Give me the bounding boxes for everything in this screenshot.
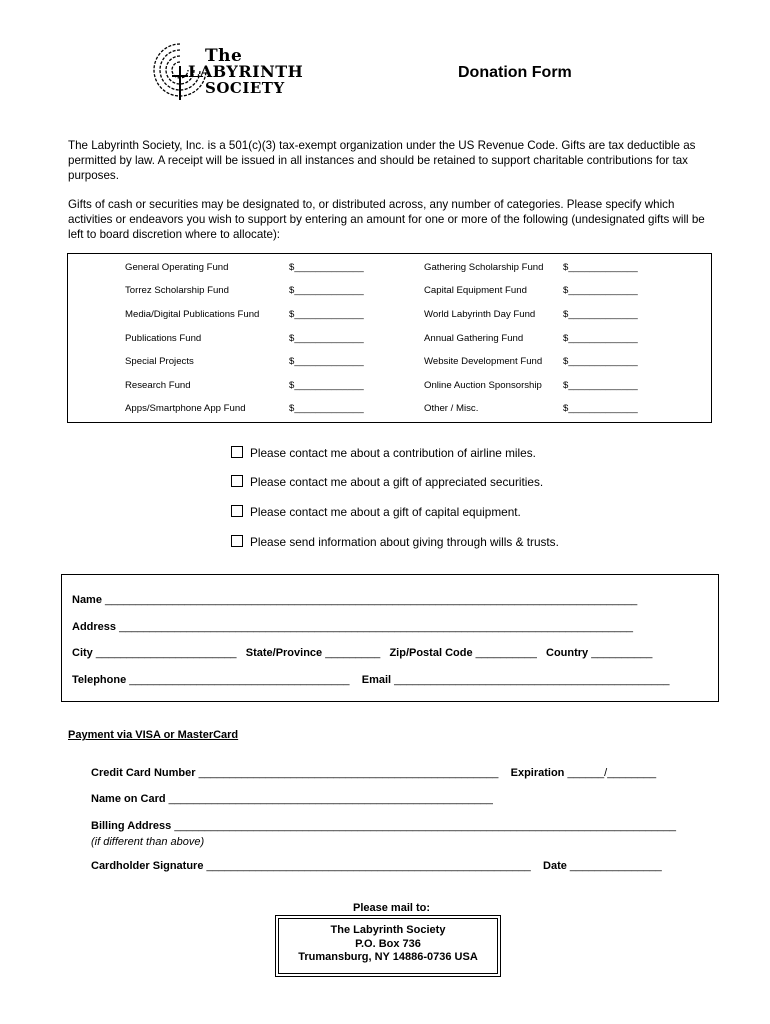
billing-address-line	[91, 820, 676, 832]
name-on-card-field[interactable]: _____________________________________________________	[168, 793, 493, 805]
expiration-field[interactable]: ______/________	[567, 767, 657, 779]
name-line	[72, 594, 637, 606]
name-on-card-line	[91, 793, 493, 805]
email-label: Email	[361, 674, 392, 686]
fund-label: Research Fund	[125, 380, 191, 391]
fund-label: Media/Digital Publications Fund	[125, 309, 260, 320]
fund-row	[68, 356, 711, 370]
signature-label: Cardholder Signature	[91, 860, 204, 872]
city-field[interactable]: _______________________	[95, 647, 237, 659]
address-field[interactable]: ____________________________________________________________________________________	[119, 621, 633, 633]
intro-paragraph: The Labyrinth Society, Inc. is a 501(c)(3) tax-exempt organization under the US Revenue Code. Gifts are tax deductible as permitted by law. A receipt will be issued in all instances and should be retained to support charitable contributions for tax purposes.	[68, 139, 696, 182]
fund-amount-field[interactable]: $_____________	[563, 309, 638, 320]
address-label: Address	[72, 621, 117, 633]
state-label: State/Province	[245, 647, 323, 659]
fund-label: Capital Equipment Fund	[424, 285, 527, 296]
fund-label: Annual Gathering Fund	[424, 333, 524, 344]
mailing-address-box	[275, 915, 501, 977]
fund-amount-field[interactable]: $_____________	[289, 309, 364, 320]
city-line	[72, 647, 652, 659]
fund-amount-field[interactable]: $_____________	[289, 262, 364, 273]
fund-amount-field[interactable]: $_____________	[563, 285, 638, 296]
address-line	[72, 621, 633, 633]
zip-field[interactable]: __________	[475, 647, 537, 659]
mailing-address	[278, 918, 498, 974]
fund-amount-field[interactable]: $_____________	[289, 356, 364, 367]
logo-line-1: The	[205, 46, 243, 66]
fund-label: Special Projects	[125, 356, 194, 367]
credit-card-label: Credit Card Number	[91, 767, 196, 779]
fund-amount-field[interactable]: $_____________	[563, 356, 638, 367]
fund-label: Apps/Smartphone App Fund	[125, 403, 246, 414]
fund-row	[68, 333, 711, 347]
credit-card-line	[91, 767, 656, 779]
zip-label: Zip/Postal Code	[389, 647, 473, 659]
fund-label: Publications Fund	[125, 333, 202, 344]
fund-label: Gathering Scholarship Fund	[424, 262, 544, 273]
checkbox-icon[interactable]	[231, 535, 243, 547]
checkbox-wills-trusts[interactable]	[231, 535, 559, 551]
checkbox-label: Please contact me about a gift of capital equipment.	[250, 505, 521, 519]
fund-amount-field[interactable]: $_____________	[289, 333, 364, 344]
country-label: Country	[546, 647, 589, 659]
payment-heading: Payment via VISA or MasterCard	[68, 729, 239, 741]
address-line-2: P.O. Box 736	[355, 937, 421, 950]
logo-line-2: LABYRINTH	[188, 62, 304, 81]
logo-line-3: SOCIETY	[205, 79, 285, 97]
billing-address-field[interactable]: __________________________________________________________________________________	[174, 820, 676, 832]
billing-address-note: (if different than above)	[91, 836, 205, 848]
fund-label: Online Auction Sponsorship	[424, 380, 542, 391]
fund-label: Torrez Scholarship Fund	[125, 285, 229, 296]
fund-row	[68, 403, 711, 417]
signature-line	[91, 860, 662, 872]
checkbox-airline-miles[interactable]	[231, 446, 536, 462]
fund-amount-field[interactable]: $_____________	[289, 380, 364, 391]
signature-field[interactable]: _____________________________________________________	[206, 860, 531, 872]
fund-amount-field[interactable]: $_____________	[563, 333, 638, 344]
fund-row	[68, 285, 711, 299]
date-field[interactable]: _______________	[569, 860, 662, 872]
checkbox-icon[interactable]	[231, 446, 243, 458]
checkbox-capital-equipment[interactable]	[231, 505, 521, 521]
credit-card-field[interactable]: _________________________________________________	[198, 767, 499, 779]
checkbox-securities[interactable]	[231, 475, 543, 491]
fund-label: Website Development Fund	[424, 356, 543, 367]
date-label: Date	[543, 860, 567, 872]
fund-amount-field[interactable]: $_____________	[563, 403, 638, 414]
fund-row	[68, 262, 711, 276]
address-line-3: Trumansburg, NY 14886-0736 USA	[298, 951, 478, 963]
funds-table	[67, 253, 712, 423]
fund-label: Other / Misc.	[424, 403, 479, 414]
checkbox-label: Please contact me about a gift of appreciated securities.	[250, 475, 544, 489]
gifts-paragraph: Gifts of cash or securities may be designated to, or distributed across, any number of categories. Please specify which activities or endeavors you wish to support by entering an amount for one or more of the following (undesignated gifts will be left to board discretion where to allocate):	[68, 198, 705, 241]
country-field[interactable]: __________	[591, 647, 653, 659]
fund-row	[68, 380, 711, 394]
billing-address-label: Billing Address	[91, 820, 172, 832]
fund-amount-field[interactable]: $_____________	[563, 380, 638, 391]
mail-heading: Please mail to:	[353, 902, 431, 914]
state-field[interactable]: _________	[325, 647, 381, 659]
page-title: Donation Form	[458, 64, 572, 81]
name-field[interactable]: _______________________________________________________________________________________	[105, 594, 638, 606]
fund-amount-field[interactable]: $_____________	[563, 262, 638, 273]
fund-label: World Labyrinth Day Fund	[424, 309, 536, 320]
checkbox-label: Please send information about giving through wills & trusts.	[250, 535, 559, 549]
checkbox-icon[interactable]	[231, 505, 243, 517]
address-line-1: The Labyrinth Society	[330, 924, 446, 936]
contact-info-box	[61, 574, 719, 702]
labyrinth-society-logo	[150, 40, 325, 102]
name-on-card-label: Name on Card	[91, 793, 166, 805]
fund-amount-field[interactable]: $_____________	[289, 403, 364, 414]
fund-label: General Operating Fund	[125, 262, 229, 273]
email-field[interactable]: _____________________________________________	[394, 674, 670, 686]
telephone-label: Telephone	[72, 674, 127, 686]
checkbox-label: Please contact me about a contribution of airline miles.	[250, 446, 536, 460]
fund-amount-field[interactable]: $_____________	[289, 285, 364, 296]
checkbox-icon[interactable]	[231, 475, 243, 487]
city-label: City	[72, 647, 93, 659]
fund-row	[68, 309, 711, 323]
telephone-line	[72, 674, 669, 686]
telephone-field[interactable]: ____________________________________	[129, 674, 350, 686]
expiration-label: Expiration	[510, 767, 565, 779]
name-label: Name	[72, 594, 102, 606]
